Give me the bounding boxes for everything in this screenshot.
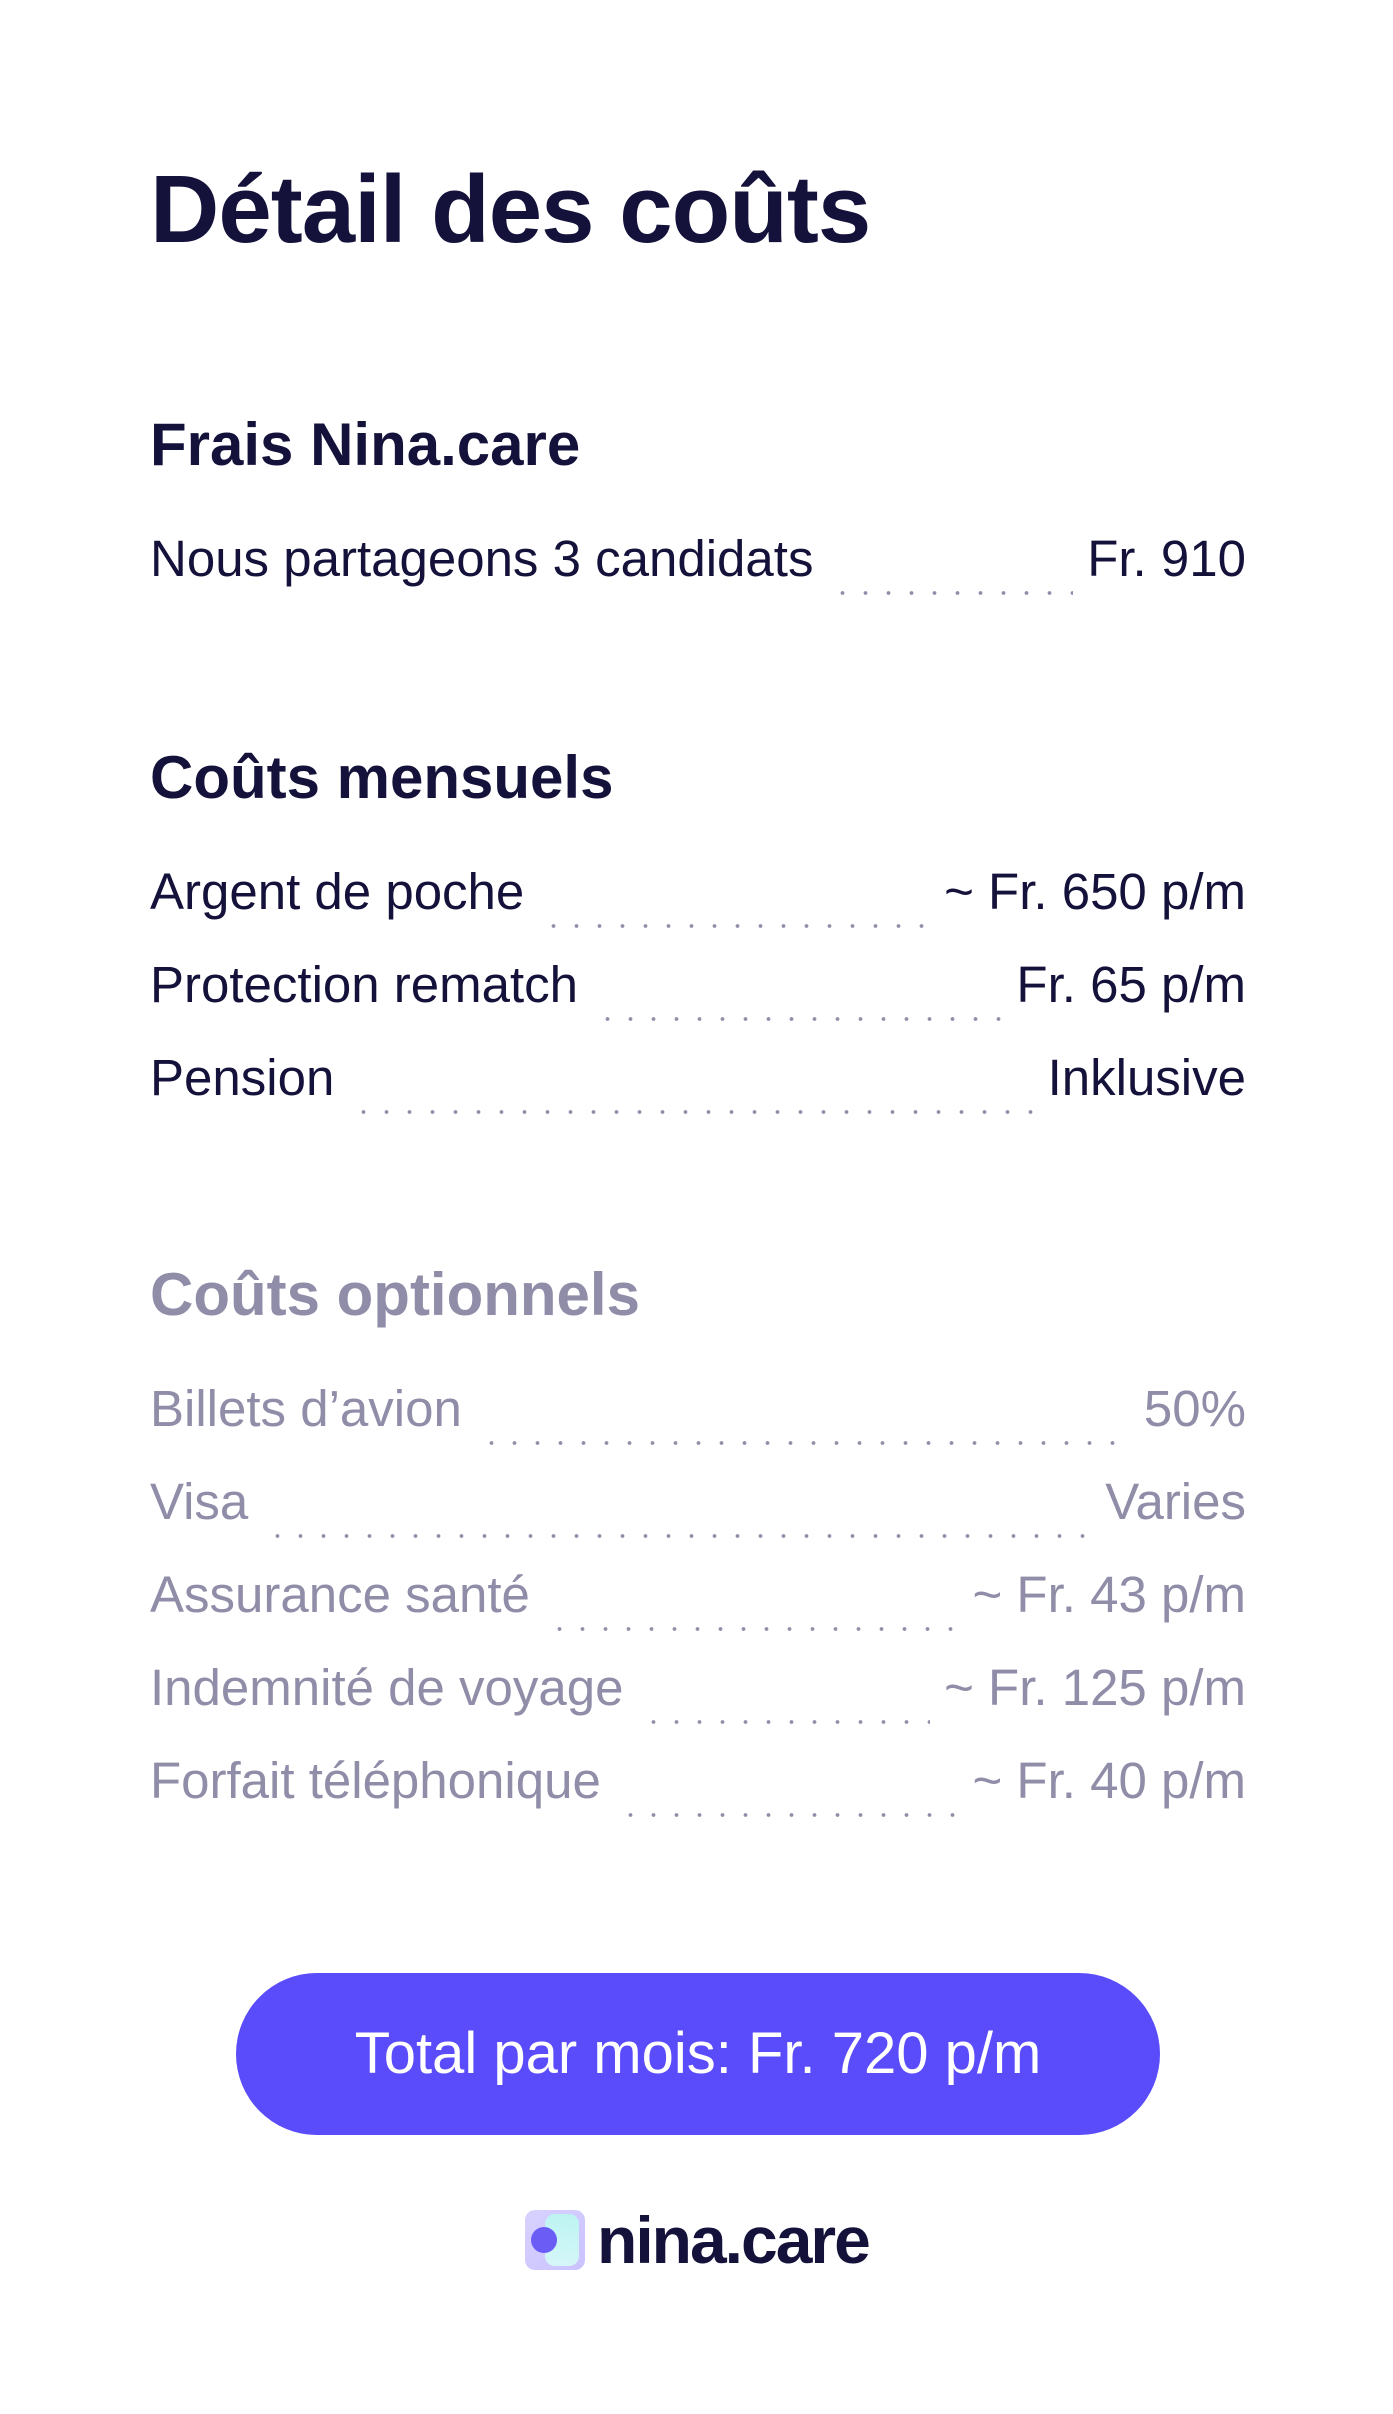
section-title: Frais Nina.care <box>150 411 581 478</box>
section-monthly-costs <box>150 738 1246 1124</box>
cost-value: ~ Fr. 43 p/m <box>972 1566 1246 1623</box>
cost-label: Protection rematch <box>150 956 579 1013</box>
cost-label: Forfait téléphonique <box>150 1752 601 1809</box>
cost-label: Visa <box>150 1473 249 1530</box>
dotted-leader <box>352 1094 1033 1124</box>
cost-row <box>150 1548 1246 1641</box>
page-title: Détail des coûts <box>150 156 871 263</box>
cost-value: ~ Fr. 40 p/m <box>972 1752 1246 1809</box>
cost-row <box>150 1641 1246 1734</box>
nina-care-logo-icon <box>525 2210 585 2270</box>
total-per-month-button[interactable]: Total par mois: Fr. 720 p/m <box>236 1973 1160 2135</box>
cost-label: Argent de poche <box>150 863 525 920</box>
cost-value: ~ Fr. 650 p/m <box>944 863 1246 920</box>
dotted-leader <box>548 1611 959 1641</box>
dotted-leader <box>480 1425 1130 1455</box>
cost-value: ~ Fr. 125 p/m <box>944 1659 1246 1716</box>
cost-row <box>150 938 1246 1031</box>
dotted-leader <box>542 908 930 938</box>
logo-text: nina.care <box>597 2203 869 2277</box>
cost-value: Inklusive <box>1047 1049 1246 1106</box>
cost-value: Varies <box>1105 1473 1246 1530</box>
cost-row <box>150 1734 1246 1827</box>
cost-value: 50% <box>1143 1380 1246 1437</box>
cost-row <box>150 1362 1246 1455</box>
cost-label: Nous partageons 3 candidats <box>150 530 814 587</box>
section-nina-care-fees <box>150 405 1246 605</box>
cost-row <box>150 512 1246 605</box>
dotted-leader <box>831 575 1073 605</box>
dotted-leader <box>596 1001 1002 1031</box>
cost-row <box>150 1031 1246 1124</box>
cost-value: Fr. 65 p/m <box>1016 956 1246 1013</box>
cost-row <box>150 845 1246 938</box>
cost-label: Pension <box>150 1049 335 1106</box>
section-title: Coûts mensuels <box>150 744 614 811</box>
nina-care-logo <box>525 2205 869 2275</box>
cost-row <box>150 1455 1246 1548</box>
cost-label: Indemnité de voyage <box>150 1659 624 1716</box>
dotted-leader <box>642 1704 931 1734</box>
dotted-leader <box>266 1518 1091 1548</box>
section-optional-costs <box>150 1255 1246 1827</box>
cost-label: Assurance santé <box>150 1566 530 1623</box>
cost-label: Billets d’avion <box>150 1380 462 1437</box>
dotted-leader <box>619 1797 959 1827</box>
cost-value: Fr. 910 <box>1087 530 1246 587</box>
section-title: Coûts optionnels <box>150 1261 640 1328</box>
